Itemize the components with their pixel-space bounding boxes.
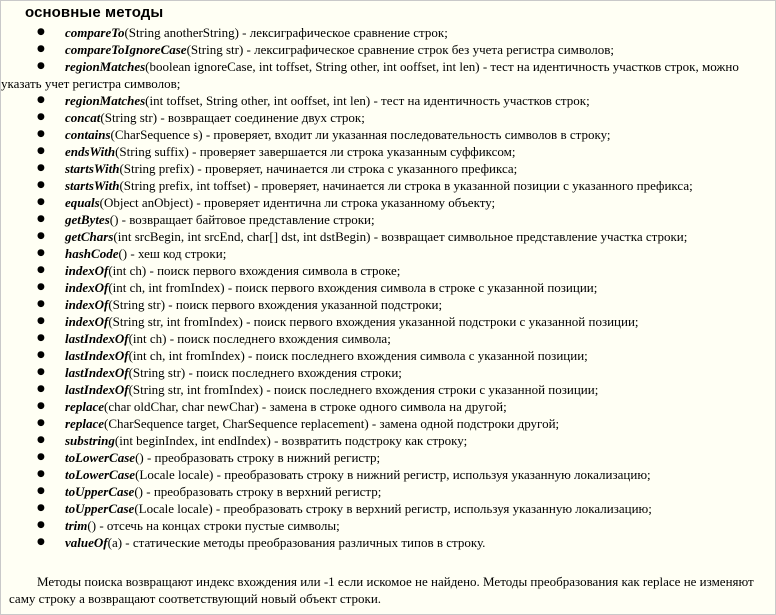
bullet-icon: ●: [37, 129, 45, 139]
method-name: regionMatches: [65, 59, 146, 74]
method-description: (String str, int fromIndex) - поиск последнего вхождения строки с указанной позиции;: [128, 382, 599, 397]
method-item: [1, 41, 761, 58]
method-item: [1, 415, 761, 432]
method-item: [1, 449, 761, 466]
method-description: () - хеш код строки;: [118, 246, 227, 261]
method-name: lastIndexOf: [65, 348, 129, 363]
method-name: compareTo: [65, 25, 125, 40]
method-description: (CharSequence target, CharSequence replacement) - замена одной подстроки другой;: [103, 416, 560, 431]
method-description: (int ch, int fromIndex) - поиск первого вхождения символа в строке с указанной позиции;: [108, 280, 598, 295]
method-description: (a) - статические методы преобразования различных типов в строку.: [107, 535, 486, 550]
method-name: getChars: [65, 229, 114, 244]
method-item: [1, 364, 761, 381]
method-item: [1, 109, 761, 126]
method-description: (int toffset, String other, int ooffset, int len) - тест на идентичность участков строк;: [145, 93, 590, 108]
method-description: (boolean ignoreCase, int toffset, String other, int ooffset, int len) - тест на идентичность участков строк, можно указать учет регистра символов;: [1, 59, 739, 91]
method-name: endsWith: [65, 144, 116, 159]
method-item: [1, 500, 761, 517]
method-name: replace: [65, 416, 104, 431]
method-name: regionMatches: [65, 93, 146, 108]
bullet-icon: ●: [37, 384, 45, 394]
method-name: indexOf: [65, 263, 109, 278]
method-description: (int ch, int fromIndex) - поиск последнего вхождения символа с указанной позиции;: [128, 348, 588, 363]
bullet-icon: ●: [37, 316, 45, 326]
method-item: [1, 177, 761, 194]
method-description: (String str) - лексиграфическое сравнение строк без учета регистра символов;: [186, 42, 614, 57]
method-name: equals: [65, 195, 100, 210]
method-description: (String str) - возвращает соединение двух строк;: [100, 110, 365, 125]
bullet-icon: ●: [37, 503, 45, 513]
method-item: [1, 534, 761, 551]
method-description: (String prefix, int toffset) - проверяет, начинается ли строка в указанной позиции с указанного префикса;: [119, 178, 693, 193]
method-description: () - преобразовать строку в верхний регистр;: [134, 484, 382, 499]
method-description: (String anotherString) - лексиграфическое сравнение строк;: [124, 25, 448, 40]
method-name: concat: [65, 110, 101, 125]
method-name: toUpperCase: [65, 484, 135, 499]
method-description: (int srcBegin, int srcEnd, char[] dst, int dstBegin) - возвращает символьное представление участка строки;: [113, 229, 688, 244]
method-description: () - возвращает байтовое представление строки;: [109, 212, 375, 227]
method-name: replace: [65, 399, 104, 414]
method-item: [1, 313, 761, 330]
method-item: [1, 24, 761, 41]
method-item: [1, 483, 761, 500]
bullet-icon: ●: [37, 214, 45, 224]
method-description: (String str) - поиск последнего вхождения строки;: [128, 365, 402, 380]
method-item: [1, 381, 761, 398]
method-name: indexOf: [65, 314, 109, 329]
method-name: toLowerCase: [65, 450, 136, 465]
method-description: (String str) - поиск первого вхождения указанной подстроки;: [108, 297, 443, 312]
bullet-icon: ●: [37, 486, 45, 496]
bullet-icon: ●: [37, 180, 45, 190]
bullet-icon: ●: [37, 44, 45, 54]
method-item: [1, 347, 761, 364]
method-item: [1, 245, 761, 262]
method-description: (String suffix) - проверяет завершается ли строка указанным суффиксом;: [115, 144, 516, 159]
bullet-icon: ●: [37, 520, 45, 530]
bullet-icon: ●: [37, 401, 45, 411]
bullet-icon: ●: [37, 452, 45, 462]
method-description: (Object anObject) - проверяет идентична ли строка указанному объекту;: [99, 195, 496, 210]
method-name: hashCode: [65, 246, 119, 261]
bullet-icon: ●: [37, 367, 45, 377]
method-item: [1, 194, 761, 211]
bullet-icon: ●: [37, 146, 45, 156]
bullet-icon: ●: [37, 265, 45, 275]
method-name: compareToIgnoreCase: [65, 42, 187, 57]
method-item: [1, 432, 761, 449]
method-name: trim: [65, 518, 88, 533]
bullet-icon: ●: [37, 231, 45, 241]
method-description: () - преобразовать строку в нижний регистр;: [135, 450, 381, 465]
method-description: (String prefix) - проверяет, начинается ли строка с указанного префикса;: [119, 161, 518, 176]
method-item: [1, 296, 761, 313]
method-name: indexOf: [65, 297, 109, 312]
method-description: (Locale locale) - преобразовать строку в верхний регистр, используя указанную локализацию;: [134, 501, 652, 516]
method-item: [1, 517, 761, 534]
methods-list: [1, 24, 761, 551]
method-description: (char oldChar, char newChar) - замена в строке одного символа на другой;: [103, 399, 507, 414]
bullet-icon: ●: [37, 27, 45, 37]
bullet-icon: ●: [37, 163, 45, 173]
method-description: (int ch) - поиск первого вхождения символа в строке;: [108, 263, 401, 278]
method-description: () - отсечь на концах строки пустые символы;: [87, 518, 340, 533]
bullet-icon: ●: [37, 333, 45, 343]
bullet-icon: ●: [37, 61, 45, 71]
method-description: (int ch) - поиск последнего вхождения символа;: [128, 331, 391, 346]
method-description: (String str, int fromIndex) - поиск первого вхождения указанной подстроки с указанной позиции;: [108, 314, 639, 329]
method-name: substring: [65, 433, 115, 448]
method-name: getBytes: [65, 212, 110, 227]
footer-note: Методы поиска возвращают индекс вхождения или -1 если искомое не найдено. Методы преобразования как replace не изменяют саму строку а возвращают соответствующий новый объект строки.: [9, 574, 754, 606]
method-name: toUpperCase: [65, 501, 135, 516]
bullet-icon: ●: [37, 95, 45, 105]
method-name: contains: [65, 127, 111, 142]
method-item: [1, 211, 761, 228]
method-item: [1, 58, 761, 92]
method-name: valueOf: [65, 535, 108, 550]
method-item: [1, 92, 761, 109]
method-item: [1, 279, 761, 296]
method-item: [1, 466, 761, 483]
method-description: (CharSequence s) - проверяет, входит ли указанная последовательность символов в строку;: [110, 127, 611, 142]
method-item: [1, 398, 761, 415]
bullet-icon: ●: [37, 197, 45, 207]
method-description: (Locale locale) - преобразовать строку в нижний регистр, используя указанную локализацию;: [135, 467, 651, 482]
method-item: [1, 330, 761, 347]
bullet-icon: ●: [37, 299, 45, 309]
bullet-icon: ●: [37, 537, 45, 547]
bullet-icon: ●: [37, 350, 45, 360]
section-heading: основные методы: [25, 4, 164, 21]
bullet-icon: ●: [37, 418, 45, 428]
bullet-icon: ●: [37, 435, 45, 445]
method-description: (int beginIndex, int endIndex) - возвратить подстроку как строку;: [114, 433, 468, 448]
method-name: indexOf: [65, 280, 109, 295]
method-name: lastIndexOf: [65, 365, 129, 380]
method-name: startsWith: [65, 178, 120, 193]
bullet-icon: ●: [37, 248, 45, 258]
method-item: [1, 126, 761, 143]
bullet-icon: ●: [37, 112, 45, 122]
method-name: toLowerCase: [65, 467, 136, 482]
method-name: lastIndexOf: [65, 331, 129, 346]
method-name: startsWith: [65, 161, 120, 176]
method-name: lastIndexOf: [65, 382, 129, 397]
method-item: [1, 228, 761, 245]
bullet-icon: ●: [37, 469, 45, 479]
bullet-icon: ●: [37, 282, 45, 292]
method-item: [1, 160, 761, 177]
method-item: [1, 262, 761, 279]
method-item: [1, 143, 761, 160]
